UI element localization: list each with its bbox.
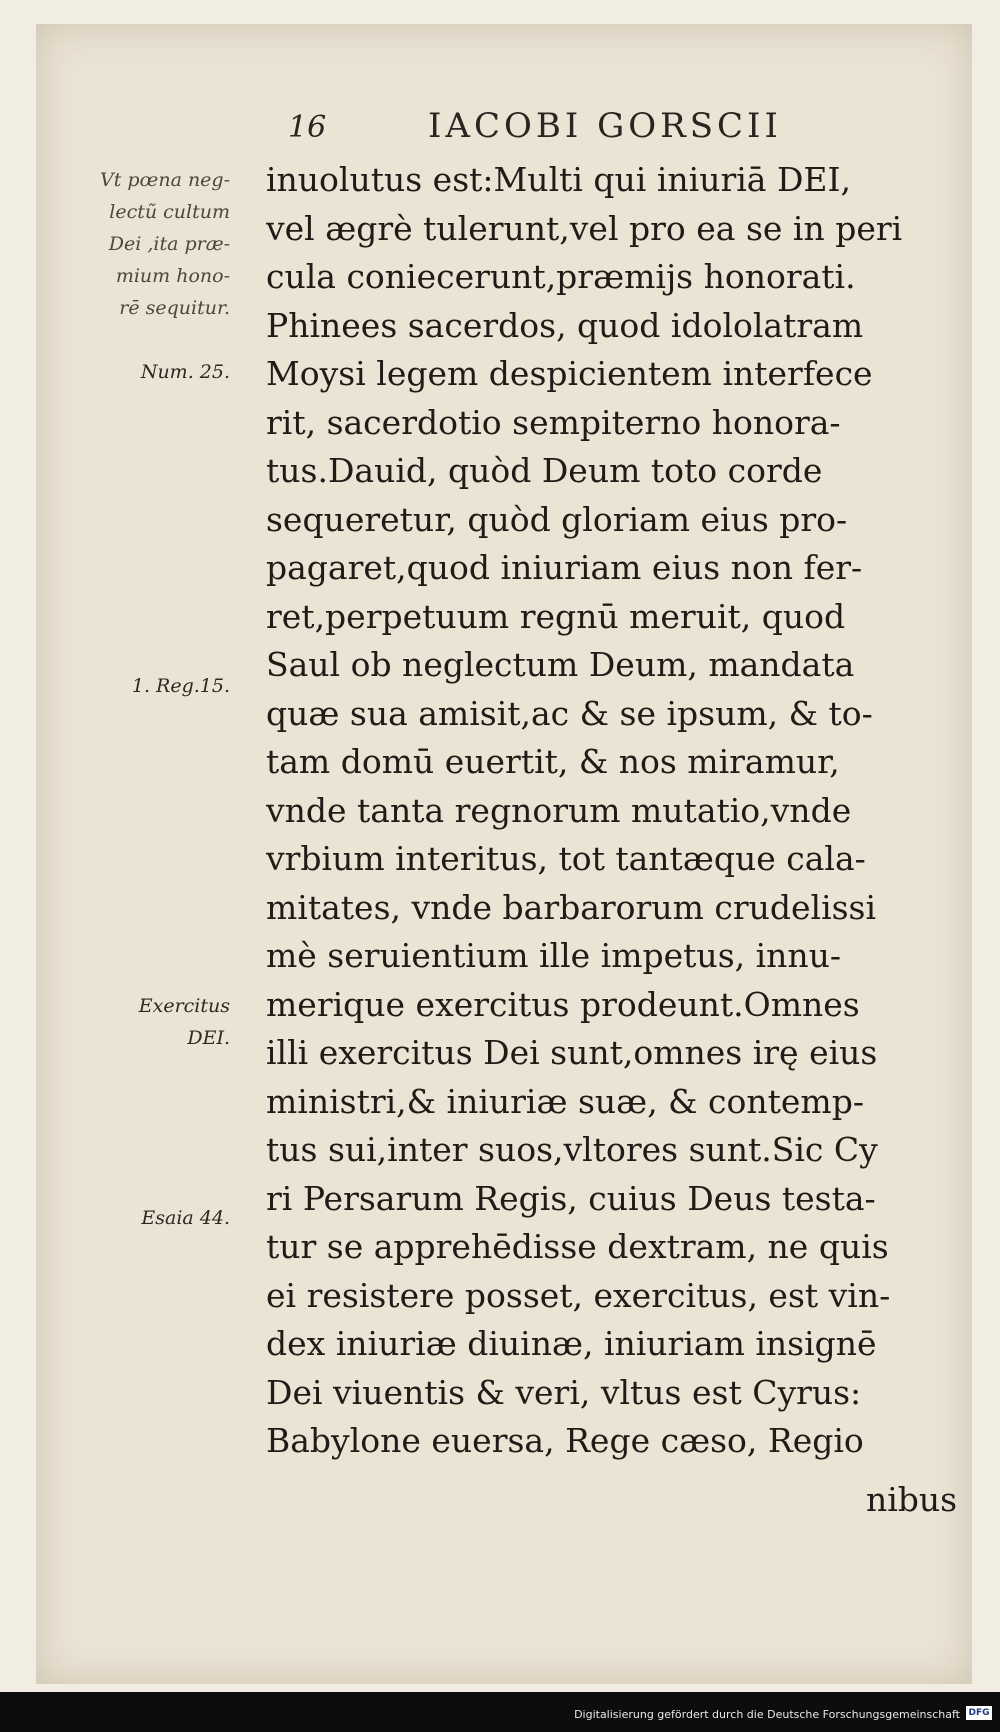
text-line: merique exercitus prodeunt.Omnes [266,984,860,1024]
text-line: dex iniuriæ diuinæ, iniuriam insignē [266,1324,877,1363]
text-line: tam domū euertit, & nos miramur, [266,742,840,781]
text-line: illi exercitus Dei sunt,omnes irę eius [266,1033,878,1072]
margin-note-poena: Vt pœna neg- lectũ cultum Dei ,ita præ- mium hono- rē sequitur. [100,169,231,319]
text-line: mè seruientium ille impetus, innu- [266,936,842,975]
text-line: ministri,& iniuriæ suæ, & contemp- [266,1081,864,1121]
text-line: pagaret,quod iniuriam eius non fer- [266,548,863,587]
running-head: IACOBI GORSCII [428,106,782,146]
text-line: ret,perpetuum regnū meruit, quod [266,596,846,636]
margin-note-numeri: Num. 25. [140,361,230,383]
text-line: cula coniecerunt,præmijs honorati. [266,257,856,296]
dfg-logo: DFG [966,1706,992,1720]
text-line: tus sui,inter suos,vltores sunt.Sic Cy [266,1130,878,1169]
text-line: sequeretur, quòd gloriam eius pro- [266,499,848,539]
digitization-credit: Digitalisierung gefördert durch die Deutsche Forschungsgemeinschaft [574,1708,960,1721]
page-header [288,106,888,152]
margin-note-regum: 1. Reg.15. [131,675,230,697]
text-line: vrbium interitus, tot tantæque cala- [266,839,866,878]
text-line: Saul ob neglectum Deum, mandata [266,645,855,684]
text-line: Moysi legem despicientem interfece [266,354,873,393]
text-line: ei resistere posset, exercitus, est vin- [266,1275,891,1315]
text-line: vel ægrè tulerunt,vel pro ea se in peri [266,208,903,248]
text-line: Phinees sacerdos, quod idololatram [266,305,864,345]
text-line: tur se apprehēdisse dextram, ne quis [266,1227,889,1266]
text-line: ri Persarum Regis, cuius Deus testa- [266,1178,876,1218]
catchword: nibus [866,1480,958,1519]
margin-note-exercitus: Exercitus DEI. [138,995,230,1049]
text-line: rit, sacerdotio sempiterno honora- [266,402,841,442]
text-line: tus.Dauid, quòd Deum toto corde [266,451,823,490]
text-line: inuolutus est:Multi qui iniuriā DEI, [266,160,852,199]
body-text [266,156,966,1466]
text-line: vnde tanta regnorum mutatio,vnde [266,790,852,830]
text-line: Dei viuentis & veri, vltus est Cyrus: [266,1372,862,1412]
margin-note-esaia: Esaia 44. [141,1207,230,1229]
text-line: Babylone euersa, Rege cæso, Regio [266,1421,864,1460]
page-number: 16 [288,110,327,145]
text-line: quæ sua amisit,ac & se ipsum, & to- [266,693,873,733]
text-line: mitates, vnde barbarorum crudelissi [266,887,877,927]
